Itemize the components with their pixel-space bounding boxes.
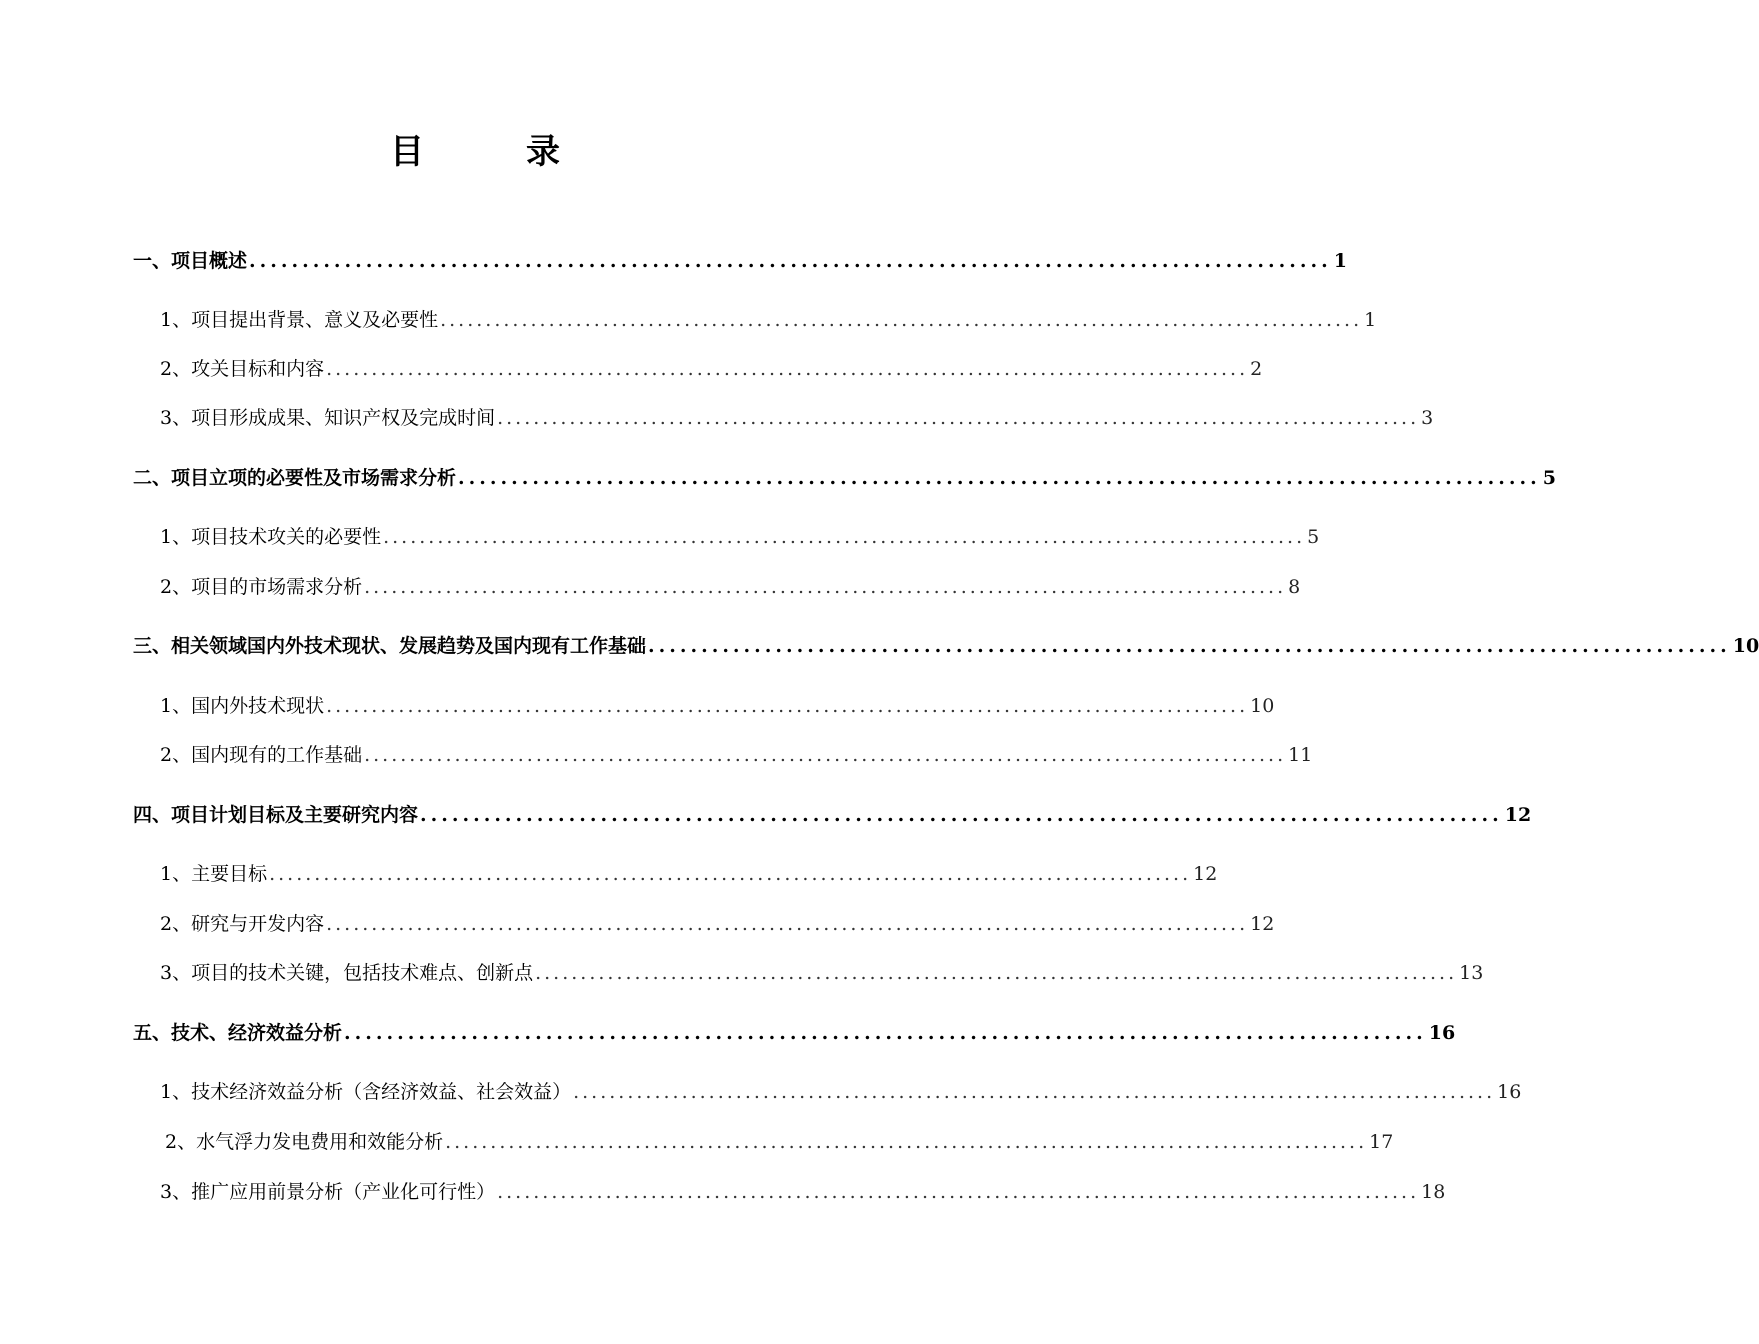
- page-title: 目 录: [390, 132, 594, 172]
- toc-leader-dots: ......................................................................................................: [364, 576, 1287, 598]
- toc-leader-dots: ......................................................................................................: [364, 744, 1287, 766]
- toc-entry[interactable]: [133, 1018, 1456, 1048]
- toc-entry[interactable]: [160, 1177, 1446, 1207]
- toc-leader-dots: ......................................................................................................: [445, 1131, 1368, 1153]
- toc-entry-text: 1、国内外技术现状: [160, 695, 325, 717]
- toc-entry[interactable]: [160, 305, 1377, 335]
- toc-page-number: 12: [1504, 804, 1532, 826]
- toc-entry-text: 3、推广应用前景分析（产业化可行性）: [160, 1181, 496, 1203]
- toc-entry-text: 1、项目提出背景、意义及必要性: [160, 309, 439, 331]
- toc-entry-text: 1、技术经济效益分析（含经济效益、社会效益）: [160, 1081, 572, 1103]
- toc-entry[interactable]: [160, 909, 1275, 939]
- toc-page-number: 5: [1307, 526, 1320, 548]
- toc-leader-dots: ......................................................................................................: [326, 913, 1249, 935]
- toc-entry-text: 1、主要目标: [160, 863, 268, 885]
- toc-page-number: 5: [1542, 467, 1556, 489]
- toc-page-number: 1: [1364, 309, 1377, 331]
- toc-entry-text: 五、技术、经济效益分析: [133, 1022, 343, 1044]
- toc-page-number: 16: [1428, 1022, 1456, 1044]
- toc-entry-text: 2、攻关目标和内容: [160, 358, 325, 380]
- toc-page-number: 3: [1421, 407, 1434, 429]
- toc-leader-dots: ......................................................................................................: [383, 526, 1306, 548]
- toc-leader-dots: ......................................................................................................: [420, 804, 1503, 826]
- toc-entry[interactable]: [160, 354, 1263, 384]
- toc-leader-dots: ......................................................................................................: [535, 962, 1458, 984]
- toc-entry-text: 一、项目概述: [133, 250, 248, 272]
- toc-page-number: 17: [1369, 1131, 1394, 1153]
- toc-entry-text: 1、项目技术攻关的必要性: [160, 526, 382, 548]
- toc-leader-dots: ......................................................................................................: [326, 358, 1249, 380]
- toc-leader-dots: ......................................................................................................: [648, 635, 1731, 657]
- toc-leader-dots: ......................................................................................................: [458, 467, 1541, 489]
- toc-page-number: 2: [1250, 358, 1263, 380]
- toc-page-number: 12: [1193, 863, 1218, 885]
- toc-entry-text: 四、项目计划目标及主要研究内容: [133, 804, 419, 826]
- toc-entry[interactable]: [133, 463, 1556, 493]
- toc-entry[interactable]: [160, 859, 1218, 889]
- toc-entry[interactable]: [160, 691, 1275, 721]
- toc-entry-text: 三、相关领域国内外技术现状、发展趋势及国内现有工作基础: [133, 635, 647, 657]
- toc-entry[interactable]: [160, 740, 1313, 770]
- toc-entry-text: 3、项目形成成果、知识产权及完成时间: [160, 407, 496, 429]
- toc-entry[interactable]: [160, 958, 1484, 988]
- toc-leader-dots: ......................................................................................................: [344, 1022, 1427, 1044]
- toc-entry[interactable]: [160, 522, 1320, 552]
- toc-entry-text: 2、项目的市场需求分析: [160, 576, 363, 598]
- toc-entry[interactable]: [133, 800, 1532, 830]
- toc-entry[interactable]: [165, 1127, 1394, 1157]
- toc-leader-dots: ......................................................................................................: [326, 695, 1249, 717]
- toc-entry-text: 2、研究与开发内容: [160, 913, 325, 935]
- toc-entry-text: 二、项目立项的必要性及市场需求分析: [133, 467, 457, 489]
- toc-page-number: 8: [1288, 576, 1301, 598]
- toc-leader-dots: ......................................................................................................: [249, 250, 1332, 272]
- toc-entry[interactable]: [160, 403, 1434, 433]
- toc-page-number: 11: [1288, 744, 1313, 766]
- toc-leader-dots: ......................................................................................................: [440, 309, 1363, 331]
- toc-page-number: 18: [1421, 1181, 1446, 1203]
- toc-page-number: 16: [1497, 1081, 1522, 1103]
- toc-page-number: 10: [1732, 635, 1759, 657]
- toc-entry[interactable]: [133, 246, 1347, 276]
- toc-page-number: 12: [1250, 913, 1275, 935]
- toc-leader-dots: ......................................................................................................: [497, 1181, 1420, 1203]
- toc-entry[interactable]: [133, 631, 1759, 661]
- toc-entry[interactable]: [160, 1077, 1522, 1107]
- toc-entry[interactable]: [160, 572, 1301, 602]
- toc-entry-text: 2、水气浮力发电费用和效能分析: [165, 1131, 444, 1153]
- toc-leader-dots: ......................................................................................................: [497, 407, 1420, 429]
- toc-page-number: 13: [1459, 962, 1484, 984]
- toc-leader-dots: ......................................................................................................: [573, 1081, 1496, 1103]
- toc-entry-text: 3、项目的技术关键，包括技术难点、创新点: [160, 962, 534, 984]
- toc-page-number: 1: [1333, 250, 1347, 272]
- toc-leader-dots: ......................................................................................................: [269, 863, 1192, 885]
- toc-page-number: 10: [1250, 695, 1275, 717]
- toc-entry-text: 2、国内现有的工作基础: [160, 744, 363, 766]
